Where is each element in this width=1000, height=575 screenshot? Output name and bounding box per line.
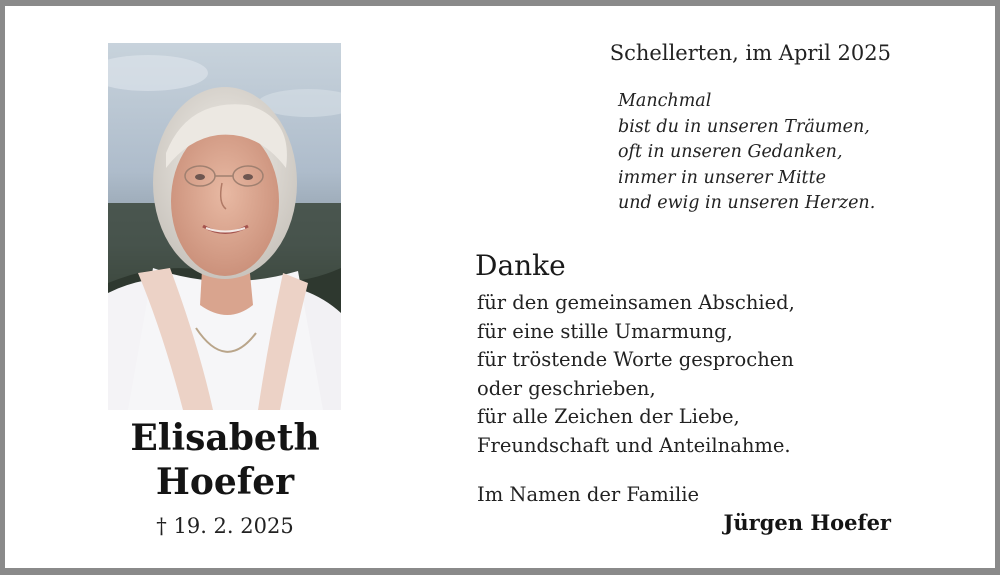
thanks-line: für tröstende Worte gesprochen (477, 348, 794, 371)
deceased-name (75, 416, 375, 504)
thanks-line: für den gemeinsamen Abschied, (477, 291, 795, 314)
death-date: † 19. 2. 2025 (156, 514, 294, 538)
thanks-line: für eine stille Umarmung, (477, 319, 733, 343)
thanks-line: oder geschrieben, (477, 376, 656, 400)
thanks-line: für alle Zeichen der Liebe, (477, 405, 740, 428)
portrait-image (108, 43, 341, 410)
poem (618, 89, 875, 217)
poem-line: und ewig in unseren Herzen. (618, 193, 876, 213)
poem-line: bist du in unseren Träumen, (618, 116, 870, 137)
obituary-card (5, 6, 995, 568)
poem-line: oft in unseren Gedanken, (618, 142, 843, 162)
family-closing: Im Namen der Familie (477, 483, 699, 506)
deceased-last-name: Hoefer (155, 461, 295, 503)
signer-name: Jürgen Hoefer (723, 510, 891, 535)
thanks-text (477, 289, 795, 460)
poem-line: immer in unserer Mitte (618, 167, 826, 188)
place-and-date: Schellerten, im April 2025 (609, 41, 891, 65)
poem-line: Manchmal (618, 91, 712, 111)
portrait-photo (108, 43, 341, 410)
thanks-heading: Danke (475, 249, 566, 282)
deceased-first-name: Elisabeth (130, 417, 320, 459)
thanks-line: Freundschaft und Anteilnahme. (477, 433, 791, 457)
